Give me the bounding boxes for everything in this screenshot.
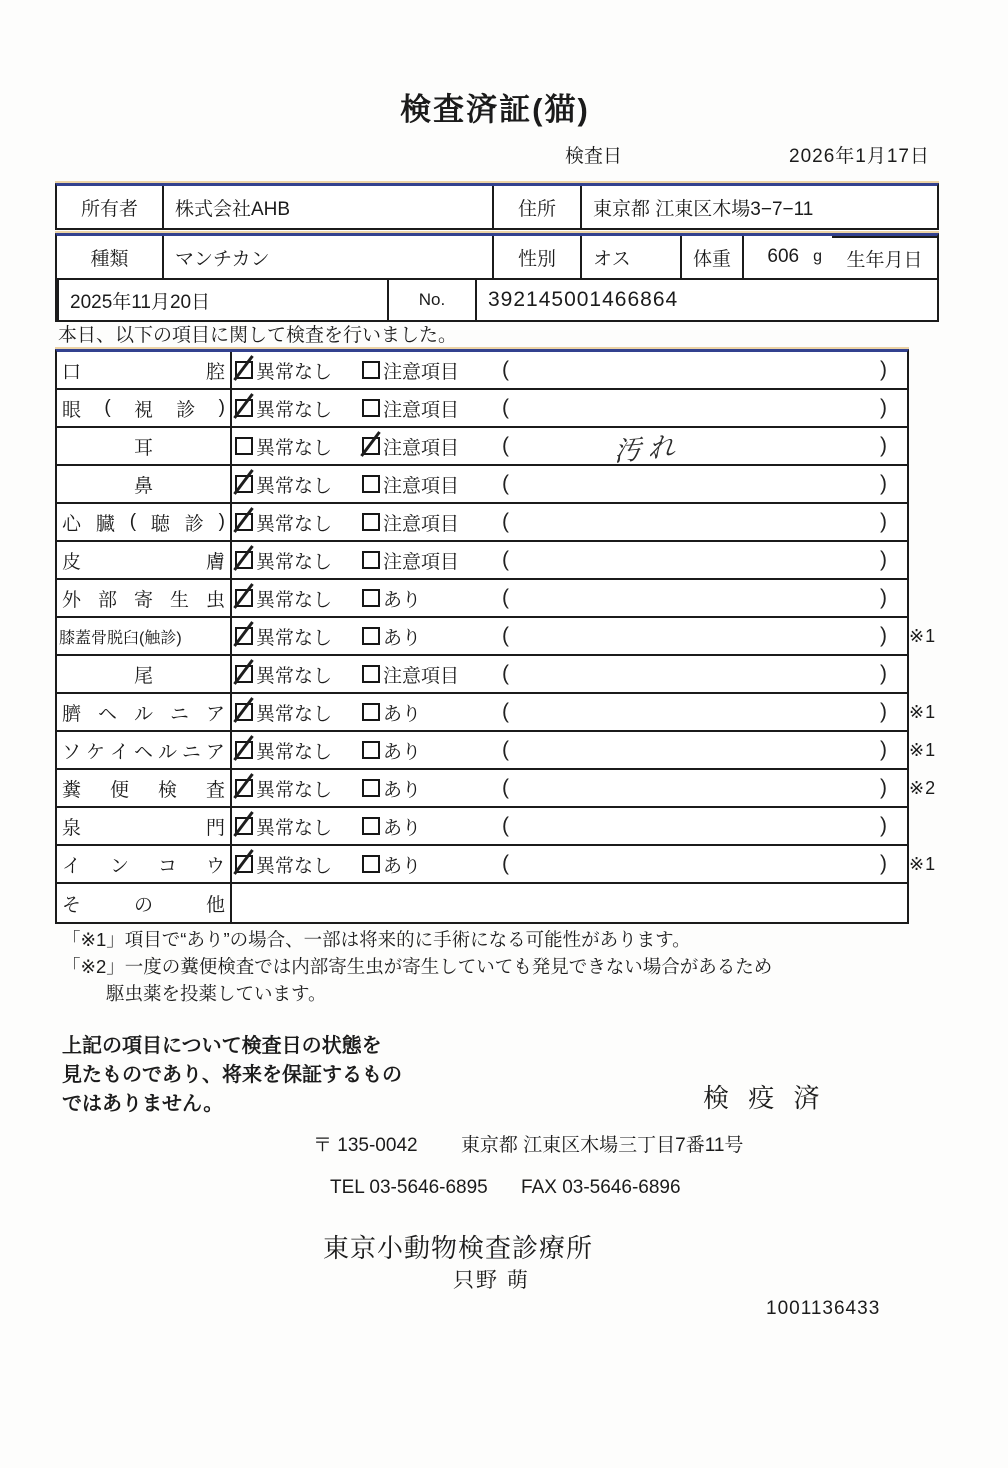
paren-open: ( xyxy=(502,434,509,457)
item-result xyxy=(232,694,907,730)
checkbox-icon xyxy=(362,475,380,493)
paren-open: ( xyxy=(502,776,509,799)
paren-close: ) xyxy=(880,586,887,609)
option-normal-label: 異常なし xyxy=(256,665,333,687)
checklist-row-6 xyxy=(57,542,907,580)
option-attention-label: あり xyxy=(383,779,422,801)
paren-close: ) xyxy=(880,548,887,571)
checklist-row-8 xyxy=(57,618,937,656)
number-value: 392145001466864 xyxy=(475,278,937,320)
item-result xyxy=(232,580,907,616)
option-attention xyxy=(362,737,502,764)
disclaimer-line-1: 上記の項目について検査日の状態を xyxy=(62,1035,382,1057)
option-normal-label: 異常なし xyxy=(256,399,333,421)
clinic-name: 東京小動物検査診療所 xyxy=(323,1233,594,1263)
reference-mark: ※1 xyxy=(909,626,937,646)
checkbox-checked-icon xyxy=(235,855,253,873)
option-normal-label: 異常なし xyxy=(256,627,333,649)
item-label: 皮 膚 xyxy=(57,542,232,578)
paren-open: ( xyxy=(502,738,509,761)
checkbox-icon xyxy=(362,817,380,835)
checkbox-checked-icon xyxy=(235,513,253,531)
weight-unit: g xyxy=(813,248,822,265)
weight-label: 体重 xyxy=(680,236,742,278)
footnote-1: 「※1」項目で“あり”の場合、一部は将来的に手術になる可能性があります。 xyxy=(62,929,691,950)
option-normal-label: 異常なし xyxy=(256,475,333,497)
reference-mark: ※1 xyxy=(909,702,937,722)
breed-label: 種類 xyxy=(90,248,129,270)
breed-value: マンチカン xyxy=(162,236,492,278)
paren-close: ) xyxy=(880,434,887,457)
item-label: 泉 門 xyxy=(57,808,232,844)
option-attention-label: 注意項目 xyxy=(383,361,460,383)
option-attention xyxy=(362,851,502,878)
option-attention-label: あり xyxy=(383,703,422,725)
item-result xyxy=(232,504,907,540)
disclaimer xyxy=(62,1032,402,1119)
quarantine-stamp: 検 疫 済 xyxy=(703,1083,826,1113)
checkbox-icon xyxy=(362,665,380,683)
paren-open: ( xyxy=(502,358,509,381)
option-normal-label: 異常なし xyxy=(256,703,333,725)
address-value: 東京都 江東区木場3−7−11 xyxy=(580,186,937,228)
option-normal xyxy=(235,813,362,840)
option-attention xyxy=(362,623,502,650)
clinic-address-line xyxy=(313,1130,743,1157)
paren-close: ) xyxy=(880,852,887,875)
checkbox-checked-icon xyxy=(235,361,253,379)
checklist-row-10 xyxy=(57,694,937,732)
option-normal-label: 異常なし xyxy=(256,779,333,801)
disclaimer-line-2: 見たものであり、将来を保証するもの xyxy=(62,1064,402,1086)
paren-open: ( xyxy=(502,548,509,571)
option-attention-label: 注意項目 xyxy=(383,475,460,497)
option-normal xyxy=(235,699,362,726)
option-attention-label: あり xyxy=(383,817,422,839)
option-attention-label: あり xyxy=(383,741,422,763)
paren-open: ( xyxy=(502,814,509,837)
checkbox-checked-icon xyxy=(235,627,253,645)
clinic-address: 東京都 江東区木場三丁目7番11号 xyxy=(460,1135,744,1156)
paren-open: ( xyxy=(502,396,509,419)
note-area xyxy=(509,427,880,466)
item-result xyxy=(232,884,907,922)
paren-open: ( xyxy=(502,472,509,495)
paren-close: ) xyxy=(880,662,887,685)
disclaimer-line-3: ではありません。 xyxy=(62,1093,224,1115)
checklist-row-2 xyxy=(57,390,907,428)
inspection-date xyxy=(565,141,930,168)
checkbox-checked-icon xyxy=(235,703,253,721)
checkbox-checked-icon xyxy=(235,741,253,759)
checkbox-checked-icon xyxy=(235,779,253,797)
item-label: 心 臓 ( 聴 診 ) xyxy=(57,504,232,540)
paren-open: ( xyxy=(502,662,509,685)
option-normal xyxy=(235,737,362,764)
option-attention-label: 注意項目 xyxy=(383,399,460,421)
paren-open: ( xyxy=(502,586,509,609)
checkbox-icon xyxy=(362,627,380,645)
option-attention-label: 注意項目 xyxy=(383,551,460,573)
checklist-row-5 xyxy=(57,504,907,542)
paren-close: ) xyxy=(880,738,887,761)
paren-open: ( xyxy=(502,852,509,875)
checklist-row-11 xyxy=(57,732,937,770)
checklist-row-13 xyxy=(57,808,907,846)
checkbox-checked-icon xyxy=(362,437,380,455)
paren-close: ) xyxy=(880,700,887,723)
option-normal xyxy=(235,775,362,802)
paren-open: ( xyxy=(502,700,509,723)
item-result xyxy=(232,732,907,768)
item-result xyxy=(232,618,907,654)
owner-label: 所有者 xyxy=(80,198,138,220)
option-attention-label: あり xyxy=(383,589,422,611)
option-attention-label: 注意項目 xyxy=(383,665,460,687)
owner-table xyxy=(55,183,939,230)
option-attention-label: あり xyxy=(383,627,422,649)
footnote-2-continued: 駆虫薬を投薬しています。 xyxy=(106,983,327,1004)
footnotes xyxy=(62,926,772,1007)
checkbox-checked-icon xyxy=(235,551,253,569)
item-result xyxy=(232,428,907,467)
item-label: 糞 便 検 査 xyxy=(57,770,232,806)
option-normal xyxy=(235,395,362,422)
item-result xyxy=(232,542,907,578)
checkbox-checked-icon xyxy=(235,589,253,607)
checkbox-icon xyxy=(362,855,380,873)
option-normal-label: 異常なし xyxy=(256,361,333,383)
checklist-row-14 xyxy=(57,846,937,884)
item-label: 臍 ヘ ル ニ ア xyxy=(57,694,232,730)
checklist-row-12 xyxy=(57,770,937,808)
reference-mark: ※1 xyxy=(909,740,937,760)
option-attention xyxy=(362,813,502,840)
item-result xyxy=(232,656,907,692)
paren-open: ( xyxy=(502,624,509,647)
page-title: 検査済証(猫) xyxy=(400,92,590,127)
option-normal xyxy=(235,471,362,498)
footnote-2: 「※2」一度の糞便検査では内部寄生虫が寄生していても発見できない場合があるため xyxy=(62,956,773,977)
intro-text: 本日、以下の項目に関して検査を行いました。 xyxy=(58,325,458,346)
weight-cell xyxy=(742,236,832,278)
option-attention xyxy=(362,433,502,460)
checklist-row-1 xyxy=(57,352,907,390)
checklist-row-3 xyxy=(57,428,907,466)
sex-value: オス xyxy=(580,236,680,278)
option-normal-label: 異常なし xyxy=(256,437,333,459)
option-normal xyxy=(235,623,362,650)
option-attention xyxy=(362,357,502,384)
option-normal xyxy=(235,433,362,460)
item-label: イ ン コ ウ xyxy=(57,846,232,882)
sex-label: 性別 xyxy=(492,236,580,278)
item-result xyxy=(232,846,907,882)
reference-mark: ※2 xyxy=(909,778,937,798)
clinic-phone-line xyxy=(330,1177,681,1199)
option-normal-label: 異常なし xyxy=(256,513,333,535)
option-normal xyxy=(235,585,362,612)
item-label: 鼻 xyxy=(57,466,232,502)
checklist-row-9 xyxy=(57,656,907,694)
checkbox-checked-icon xyxy=(235,475,253,493)
item-result xyxy=(232,390,907,426)
option-normal-label: 異常なし xyxy=(256,855,333,877)
checkbox-checked-icon xyxy=(235,399,253,417)
option-attention xyxy=(362,471,502,498)
option-attention xyxy=(362,585,502,612)
item-result xyxy=(232,466,907,502)
option-attention-label: 注意項目 xyxy=(383,437,460,459)
address-label: 住所 xyxy=(492,186,580,228)
checklist-row-15 xyxy=(57,884,907,922)
owner-value: 株式会社AHB xyxy=(162,186,492,228)
birthdate-value: 2025年11月20日 xyxy=(57,278,387,320)
animal-table xyxy=(55,233,939,322)
postal-code: 〒 135-0042 xyxy=(313,1135,418,1156)
checkbox-checked-icon xyxy=(235,817,253,835)
reference-mark: ※1 xyxy=(909,854,937,874)
paren-close: ) xyxy=(880,396,887,419)
paren-close: ) xyxy=(880,814,887,837)
checklist-table xyxy=(55,349,937,924)
option-normal-label: 異常なし xyxy=(256,741,333,763)
option-attention xyxy=(362,547,502,574)
option-normal xyxy=(235,661,362,688)
option-attention xyxy=(362,699,502,726)
veterinarian-name: 只野 萌 xyxy=(453,1269,530,1292)
option-attention xyxy=(362,661,502,688)
option-attention xyxy=(362,509,502,536)
checkbox-icon xyxy=(362,703,380,721)
paren-close: ) xyxy=(880,776,887,799)
clinic-fax: FAX 03-5646-6896 xyxy=(521,1177,681,1198)
checklist-row-4 xyxy=(57,466,907,504)
item-label: 口 腔 xyxy=(57,352,232,388)
option-attention-label: 注意項目 xyxy=(383,513,460,535)
birthdate-label: 生年月日 xyxy=(832,236,937,278)
paren-open: ( xyxy=(502,510,509,533)
option-normal-label: 異常なし xyxy=(256,817,333,839)
paren-close: ) xyxy=(880,624,887,647)
option-normal-label: 異常なし xyxy=(256,551,333,573)
option-normal xyxy=(235,547,362,574)
weight-value: 606 xyxy=(767,246,800,267)
item-label: 尾 xyxy=(57,656,232,692)
inspection-date-value: 2026年1月17日 xyxy=(789,146,930,167)
item-label: 耳 xyxy=(57,428,232,464)
checkbox-icon xyxy=(362,513,380,531)
handwritten-note: 汚れ xyxy=(613,430,683,467)
paren-close: ) xyxy=(880,510,887,533)
checkbox-checked-icon xyxy=(235,665,253,683)
checkbox-icon xyxy=(362,399,380,417)
document-number: 1001136433 xyxy=(766,1298,881,1319)
item-label: 外 部 寄 生 虫 xyxy=(57,580,232,616)
item-label: ソ ケ イ ヘ ル ニ ア xyxy=(57,732,232,768)
item-result xyxy=(232,808,907,844)
checkbox-icon xyxy=(362,779,380,797)
checklist-row-7 xyxy=(57,580,907,618)
item-result xyxy=(232,352,907,388)
item-label: 眼 ( 視 診 ) xyxy=(57,390,232,426)
clinic-tel: TEL 03-5646-6895 xyxy=(330,1177,488,1198)
inspection-date-label: 検査日 xyxy=(565,146,623,167)
checkbox-icon xyxy=(362,589,380,607)
option-normal xyxy=(235,509,362,536)
paren-close: ) xyxy=(880,472,887,495)
option-attention xyxy=(362,775,502,802)
checkbox-icon xyxy=(362,361,380,379)
option-normal xyxy=(235,851,362,878)
paren-close: ) xyxy=(880,358,887,381)
option-normal xyxy=(235,357,362,384)
checkbox-icon xyxy=(362,551,380,569)
option-normal-label: 異常なし xyxy=(256,589,333,611)
option-attention-label: あり xyxy=(383,855,422,877)
checkbox-icon xyxy=(362,741,380,759)
option-attention xyxy=(362,395,502,422)
item-label: 膝蓋骨脱臼(触診) xyxy=(57,618,232,654)
number-label: No. xyxy=(387,278,475,320)
item-result xyxy=(232,770,907,806)
item-label: そ の 他 xyxy=(57,884,232,922)
checkbox-icon xyxy=(235,437,253,455)
